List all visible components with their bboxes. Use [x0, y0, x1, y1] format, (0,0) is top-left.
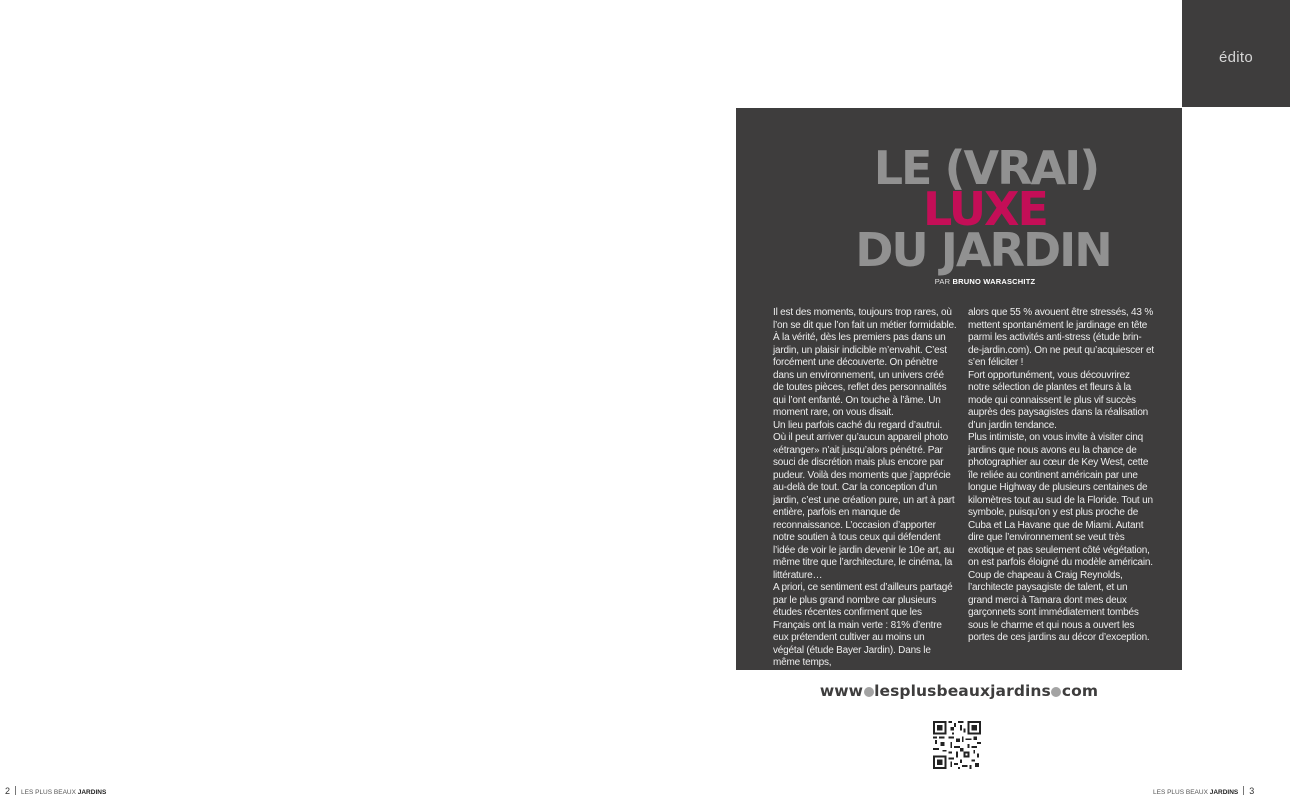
byline-author: BRUNO WARASCHITZ: [952, 277, 1036, 286]
dot-separator-icon: [864, 687, 874, 697]
footer-right: [1153, 786, 1254, 796]
footer-brand-light: LES PLUS BEAUX: [1153, 789, 1208, 796]
qr-code-icon[interactable]: [933, 721, 981, 769]
editorial-panel: [736, 108, 1182, 670]
paragraph: alors que 55 % avouent être stressés, 43 % mettent spontanément le jardinage en tête parmi les activités anti-stress (étude brin-de-jardin.com). On ne peut qu’acquiescer et s’en féliciter !: [968, 307, 1154, 368]
dot-separator-icon: [1051, 687, 1061, 697]
paragraph: Un lieu parfois caché du regard d’autrui. Où il peut arriver qu’aucun appareil photo «étranger» n’ait jusqu’alors pénétré. Par souci de discrétion mais plus encore par pudeur. Voilà des moments que j’apprécie au-delà de tout. Car la conception d’un jardin, c’est une création pure, un art à part entière, parfois en manque de reconnaissance. L’occasion d’apporter notre soutien à tous ceux qui défendent l’idée de voir le jardin devenir le 10e art, au même titre que l’architecture, le cinéma, la littérature…: [773, 419, 955, 581]
paragraph: A priori, ce sentiment est d’ailleurs partagé par le plus grand nombre car plusieurs études récentes confirment que les Français ont la main verte : 81% d’entre eux prétendent cultiver au moins un végétal (étude Bayer Jardin). Dans le même temps,: [773, 582, 953, 668]
section-tab: [1182, 0, 1290, 107]
title-line-2: LUXE: [923, 182, 1047, 236]
website-link[interactable]: [736, 682, 1182, 700]
section-label: édito: [1218, 49, 1254, 66]
text-column-1: [773, 307, 957, 670]
footer-left: [5, 786, 106, 796]
text-column-2: [968, 307, 1154, 645]
website-suffix: com: [1061, 682, 1099, 700]
footer-divider: [15, 786, 16, 795]
footer-divider: [1243, 786, 1244, 795]
paragraph: Plus intimiste, on vous invite à visiter cinq jardins que nous avons eu la chance de photographier au cœur de Key West, cette île reliée au continent américain par une longue Highway de plusieurs centaines de kilomètres tout au sud de la Floride. Tout un symbole, puisqu’on y est plus proche de Cuba et La Havane que de Miami. Autant dire que l’environnement se veut très exotique et pas seulement côté végétation, on est parfois éloigné du modèle américain.: [968, 432, 1153, 568]
website-prefix: www: [819, 682, 864, 700]
footer-brand-light: LES PLUS BEAUX: [21, 789, 76, 796]
footer-brand-bold: JARDINS: [1209, 789, 1239, 796]
title-line-1: LE (VRAI): [873, 141, 1099, 195]
byline: [762, 277, 1208, 286]
paragraph: Il est des moments, toujours trop rares, où l’on se dit que l’on fait un métier formidable. À la vérité, dès les premiers pas dans un jardin, un plaisir indicible m’envahit. C’est forcément une découverte. On pénètre dans un environnement, un univers créé de toutes pièces, reflet des personnalités qui l’ont enfanté. On touche à l’âme. Un moment rare, on vous disait.: [773, 307, 957, 418]
paragraph: Coup de chapeau à Craig Reynolds, l’architecte paysagiste de talent, et un grand merci à Tamara dont mes deux garçonnets sont immédiatement tombés sous le charme et qui nous a ouvert les portes de ces jardins au décor d’exception.: [968, 569, 1150, 643]
article-title: [736, 141, 1182, 277]
footer-brand-bold: JARDINS: [77, 789, 107, 796]
website-name: lesplusbeauxjardins: [874, 682, 1051, 700]
byline-prefix: PAR: [934, 277, 951, 286]
page-number: 2: [5, 786, 11, 796]
title-line-3: DU JARDIN: [855, 223, 1111, 277]
paragraph: Fort opportunément, vous découvrirez notre sélection de plantes et fleurs à la mode qui connaissent le plus vif succès auprès des paysagistes dans la réalisation d’un jardin tendance.: [968, 369, 1149, 431]
page-number: 3: [1249, 786, 1255, 796]
